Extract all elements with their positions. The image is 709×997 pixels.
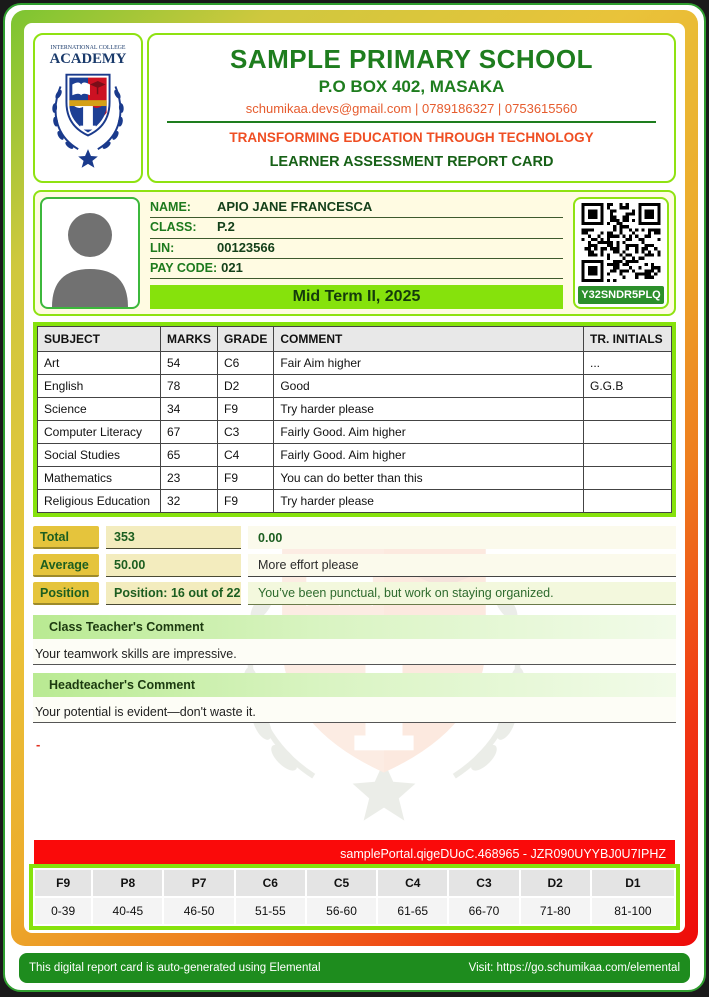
header-text-panel (147, 33, 676, 183)
grade-letter-cell: F9 (34, 869, 92, 897)
portal-reference-bar: samplePortal.qigeDUoC.468965 - JZR090UYYBJ0U7IPHZ (34, 840, 675, 868)
paycode-value: 021 (221, 259, 243, 275)
marks-table-cell (584, 444, 672, 467)
total-value: 353 (106, 526, 241, 549)
school-logo (33, 33, 143, 183)
logo-line1-text: INTERNATIONAL COLLEGE (50, 45, 126, 52)
marks-table-section (33, 322, 676, 517)
total-note: 0.00 (248, 526, 676, 549)
school-name: SAMPLE PRIMARY SCHOOL (230, 44, 593, 74)
class-teacher-comment-text: Your teamwork skills are impressive. (33, 639, 676, 665)
grade-range-cell: 56-60 (306, 897, 377, 925)
marks-table-cell: Social Studies (38, 444, 161, 467)
outer-green-ring (3, 3, 706, 992)
name-label: NAME: (150, 200, 191, 214)
document-title: LEARNER ASSESSMENT REPORT CARD (269, 154, 554, 170)
marks-table-row (38, 490, 672, 513)
marks-table-cell: Religious Education (38, 490, 161, 513)
marks-table-cell: F9 (218, 467, 274, 490)
summary-section (33, 526, 676, 605)
comments-section (33, 615, 676, 752)
marks-table-row (38, 352, 672, 375)
marks-table-cell: Try harder please (274, 398, 584, 421)
marks-table-cell: 23 (161, 467, 218, 490)
grade-range-cell: 71-80 (520, 897, 591, 925)
class-value: P.2 (217, 219, 235, 235)
school-crest-icon (39, 39, 137, 177)
grade-letter-cell: C3 (448, 869, 519, 897)
marks-column-header: COMMENT (274, 327, 584, 352)
marks-table-cell: F9 (218, 398, 274, 421)
marks-table-cell: Mathematics (38, 467, 161, 490)
grade-ranges-row (34, 897, 675, 925)
headteacher-comment-heading: Headteacher's Comment (33, 673, 676, 697)
grade-letter-cell: C5 (306, 869, 377, 897)
marks-table-cell: ... (584, 352, 672, 375)
marks-table-cell: 78 (161, 375, 218, 398)
total-badge: Total (33, 526, 99, 549)
marks-table-row (38, 398, 672, 421)
marks-table-cell (584, 490, 672, 513)
paycode-label: PAY CODE: (150, 260, 218, 275)
student-info-section (33, 190, 676, 316)
qr-code-label: Y32SNDR5PLQ (578, 286, 664, 304)
person-silhouette-icon (44, 203, 136, 307)
field-paycode (150, 259, 563, 279)
header-section (33, 33, 676, 183)
marks-table-row (38, 421, 672, 444)
marks-table-cell: F9 (218, 490, 274, 513)
lin-value: 00123566 (217, 239, 275, 255)
marks-table-cell: Try harder please (274, 490, 584, 513)
summary-row-average (33, 554, 676, 577)
grade-letters-row (34, 869, 675, 897)
marks-table-cell: English (38, 375, 161, 398)
summary-row-position (33, 582, 676, 605)
marks-table-cell: Fairly Good. Aim higher (274, 421, 584, 444)
school-address: P.O BOX 402, MASAKA (318, 77, 505, 96)
name-value: APIO JANE FRANCESCA (217, 199, 373, 214)
footer-link-text[interactable]: Visit: https://go.schumikaa.com/elemental (468, 962, 680, 974)
report-card-body (24, 23, 685, 933)
marks-column-header: SUBJECT (38, 327, 161, 352)
grade-letter-cell: P7 (163, 869, 234, 897)
marks-table-row (38, 444, 672, 467)
grade-range-cell: 66-70 (448, 897, 519, 925)
marks-table-cell: D2 (218, 375, 274, 398)
average-note: More effort please (248, 554, 676, 577)
marks-table-cell: 34 (161, 398, 218, 421)
grade-range-cell: 51-55 (235, 897, 306, 925)
marks-table-cell (584, 398, 672, 421)
position-badge: Position (33, 582, 99, 605)
grade-range-cell: 81-100 (591, 897, 675, 925)
marks-column-header: GRADE (218, 327, 274, 352)
class-teacher-comment-heading: Class Teacher's Comment (33, 615, 676, 639)
lin-label: LIN: (150, 240, 175, 255)
marks-table-cell: Art (38, 352, 161, 375)
marks-table-row (38, 375, 672, 398)
marks-table-cell: 67 (161, 421, 218, 444)
marks-table (37, 326, 672, 513)
marks-table-cell: Computer Literacy (38, 421, 161, 444)
grade-letter-cell: C4 (377, 869, 448, 897)
grading-scale-table (33, 868, 676, 926)
grade-range-cell: 40-45 (92, 897, 163, 925)
marks-table-cell: 65 (161, 444, 218, 467)
marks-table-cell: C6 (218, 352, 274, 375)
marks-table-cell (584, 421, 672, 444)
marks-column-header: MARKS (161, 327, 218, 352)
grade-range-cell: 0-39 (34, 897, 92, 925)
position-value: Position: 16 out of 22 (106, 582, 241, 605)
headteacher-comment-text: Your potential is evident—don't waste it. (33, 697, 676, 723)
header-divider (167, 121, 656, 123)
marks-table-cell: Science (38, 398, 161, 421)
marks-table-cell: Fair Aim higher (274, 352, 584, 375)
student-photo-placeholder (40, 197, 140, 309)
marks-table-cell: Good (274, 375, 584, 398)
field-lin (150, 239, 563, 259)
grade-letter-cell: C6 (235, 869, 306, 897)
qr-code-icon (580, 203, 662, 282)
grade-range-cell: 61-65 (377, 897, 448, 925)
logo-line2-text: ACADEMY (49, 50, 127, 67)
average-badge: Average (33, 554, 99, 577)
qr-panel (573, 197, 669, 309)
marks-table-cell: C3 (218, 421, 274, 444)
marks-table-cell: G.G.B (584, 375, 672, 398)
marks-table-cell (584, 467, 672, 490)
marks-table-cell: C4 (218, 444, 274, 467)
term-banner: Mid Term II, 2025 (150, 285, 563, 309)
grading-scale-section (29, 864, 680, 930)
school-slogan: TRANSFORMING EDUCATION THROUGH TECHNOLOGY (229, 130, 594, 145)
grade-letter-cell: P8 (92, 869, 163, 897)
grade-range-cell: 46-50 (163, 897, 234, 925)
marks-table-cell: You can do better than this (274, 467, 584, 490)
student-fields (146, 197, 567, 309)
footer-bar (19, 953, 690, 983)
school-contact: schumikaa.devs@gmail.com | 0789186327 | 0753615560 (245, 101, 578, 116)
marks-column-header: TR. INITIALS (584, 327, 672, 352)
marks-table-cell: 32 (161, 490, 218, 513)
field-class (150, 218, 563, 238)
marks-table-cell: Fairly Good. Aim higher (274, 444, 584, 467)
grade-letter-cell: D2 (520, 869, 591, 897)
position-note: You’ve been punctual, but work on staying organized. (248, 582, 676, 605)
stray-dash-mark: - (36, 737, 41, 752)
field-name (150, 198, 563, 218)
summary-row-total (33, 526, 676, 549)
marks-table-header-row (38, 327, 672, 352)
grade-letter-cell: D1 (591, 869, 675, 897)
marks-table-cell: 54 (161, 352, 218, 375)
average-value: 50.00 (106, 554, 241, 577)
gradient-frame (11, 10, 698, 946)
footer-left-text: This digital report card is auto-generated using Elemental (29, 962, 321, 974)
marks-table-row (38, 467, 672, 490)
class-label: CLASS: (150, 220, 197, 235)
